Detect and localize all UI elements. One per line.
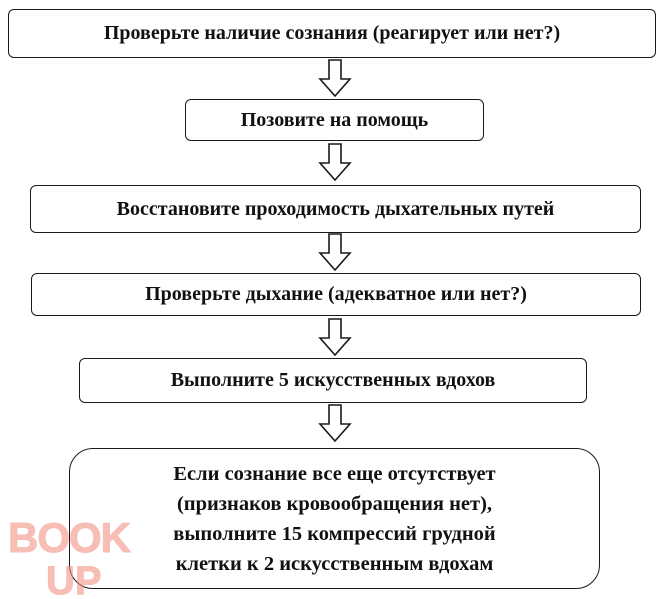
step-check-consciousness bbox=[8, 9, 656, 58]
down-arrow-icon bbox=[318, 143, 352, 181]
step-label: Проверьте дыхание (адекватное или нет?) bbox=[145, 283, 527, 305]
down-arrow-icon bbox=[318, 318, 352, 356]
down-arrow-icon bbox=[318, 404, 352, 442]
step-line: (признаков кровообращения нет), bbox=[176, 492, 493, 515]
step-open-airway bbox=[30, 185, 641, 233]
step-label: Позовите на помощь bbox=[240, 108, 429, 131]
step-line: клетки к 2 искусственным вдохам bbox=[175, 552, 494, 575]
watermark-bottom: UP bbox=[46, 559, 102, 596]
watermark-top: BOOK bbox=[8, 514, 130, 561]
step-rescue-breaths bbox=[79, 358, 587, 403]
down-arrow-icon bbox=[318, 233, 352, 271]
step-line: выполните 15 компрессий грудной bbox=[173, 522, 496, 545]
step-chest-compressions bbox=[69, 448, 600, 589]
step-label: Выполните 5 искусственных вдохов bbox=[170, 369, 496, 391]
step-call-for-help bbox=[185, 99, 484, 141]
down-arrow-icon bbox=[318, 59, 352, 97]
step-line: Если сознание все еще отсутствует bbox=[173, 462, 496, 485]
step-label: Восстановите проходимость дыхательных путей bbox=[116, 197, 555, 220]
step-check-breathing bbox=[31, 273, 641, 316]
step-label: Проверьте наличие сознания (реагирует или нет?) bbox=[103, 22, 561, 44]
